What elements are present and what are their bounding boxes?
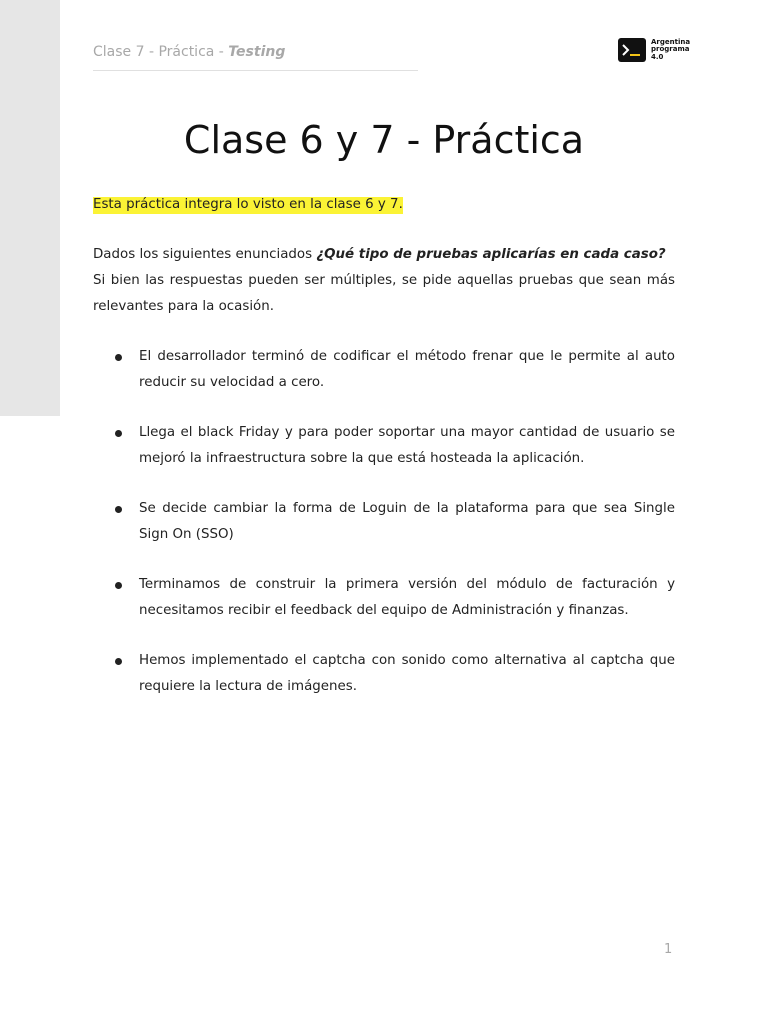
logo-text bbox=[651, 39, 690, 62]
question-followup: Si bien las respuestas pueden ser múltiples, se pide aquellas pruebas que sean más relevantes para la ocasión. bbox=[93, 273, 675, 314]
question-paragraph bbox=[93, 242, 675, 320]
page-number: 1 bbox=[664, 942, 673, 957]
bullet-icon bbox=[115, 354, 122, 361]
argentina-programa-logo bbox=[618, 38, 690, 62]
header-emphasis: Testing bbox=[228, 44, 286, 60]
list-item-text: Llega el black Friday y para poder soportar una mayor cantidad de usuario se mejoró la infraestructura sobre la que está hosteada la aplicación. bbox=[139, 425, 675, 466]
question-emphasis: ¿Qué tipo de pruebas aplicarías en cada caso? bbox=[316, 247, 666, 262]
page-side-strip bbox=[0, 0, 60, 416]
logo-line-1: Argentina bbox=[651, 37, 691, 46]
case-list bbox=[93, 344, 675, 700]
page-title: Clase 6 y 7 - Práctica bbox=[183, 118, 585, 162]
page-header bbox=[93, 44, 285, 60]
list-item-text: Hemos implementado el captcha con sonido como alternativa al captcha que requiere la lectura de imágenes. bbox=[139, 653, 675, 694]
intro-paragraph bbox=[93, 192, 675, 218]
bullet-icon bbox=[115, 506, 122, 513]
bullet-icon bbox=[115, 658, 122, 665]
list-item bbox=[93, 496, 675, 548]
header-divider bbox=[93, 70, 418, 71]
document-body bbox=[93, 192, 675, 724]
logo-line-2: programa bbox=[651, 45, 690, 54]
header-prefix: Clase 7 - Práctica - bbox=[93, 44, 229, 60]
intro-highlight: Esta práctica integra lo visto en la clase 6 y 7. bbox=[93, 197, 403, 212]
list-item bbox=[93, 420, 675, 472]
list-item bbox=[93, 572, 675, 624]
question-lead: Dados los siguientes enunciados bbox=[93, 247, 317, 262]
list-item bbox=[93, 648, 675, 700]
list-item-text: Terminamos de construir la primera versión del módulo de facturación y necesitamos recibir el feedback del equipo de Administración y finanzas. bbox=[139, 577, 675, 618]
list-item-text: Se decide cambiar la forma de Loguin de la plataforma para que sea Single Sign On (SSO) bbox=[139, 501, 675, 542]
list-item bbox=[93, 344, 675, 396]
bullet-icon bbox=[115, 582, 122, 589]
list-item-text: El desarrollador terminó de codificar el método frenar que le permite al auto reducir su velocidad a cero. bbox=[139, 349, 675, 390]
terminal-prompt-icon bbox=[618, 38, 646, 62]
bullet-icon bbox=[115, 430, 122, 437]
logo-line-3: 4.0 bbox=[651, 52, 664, 61]
